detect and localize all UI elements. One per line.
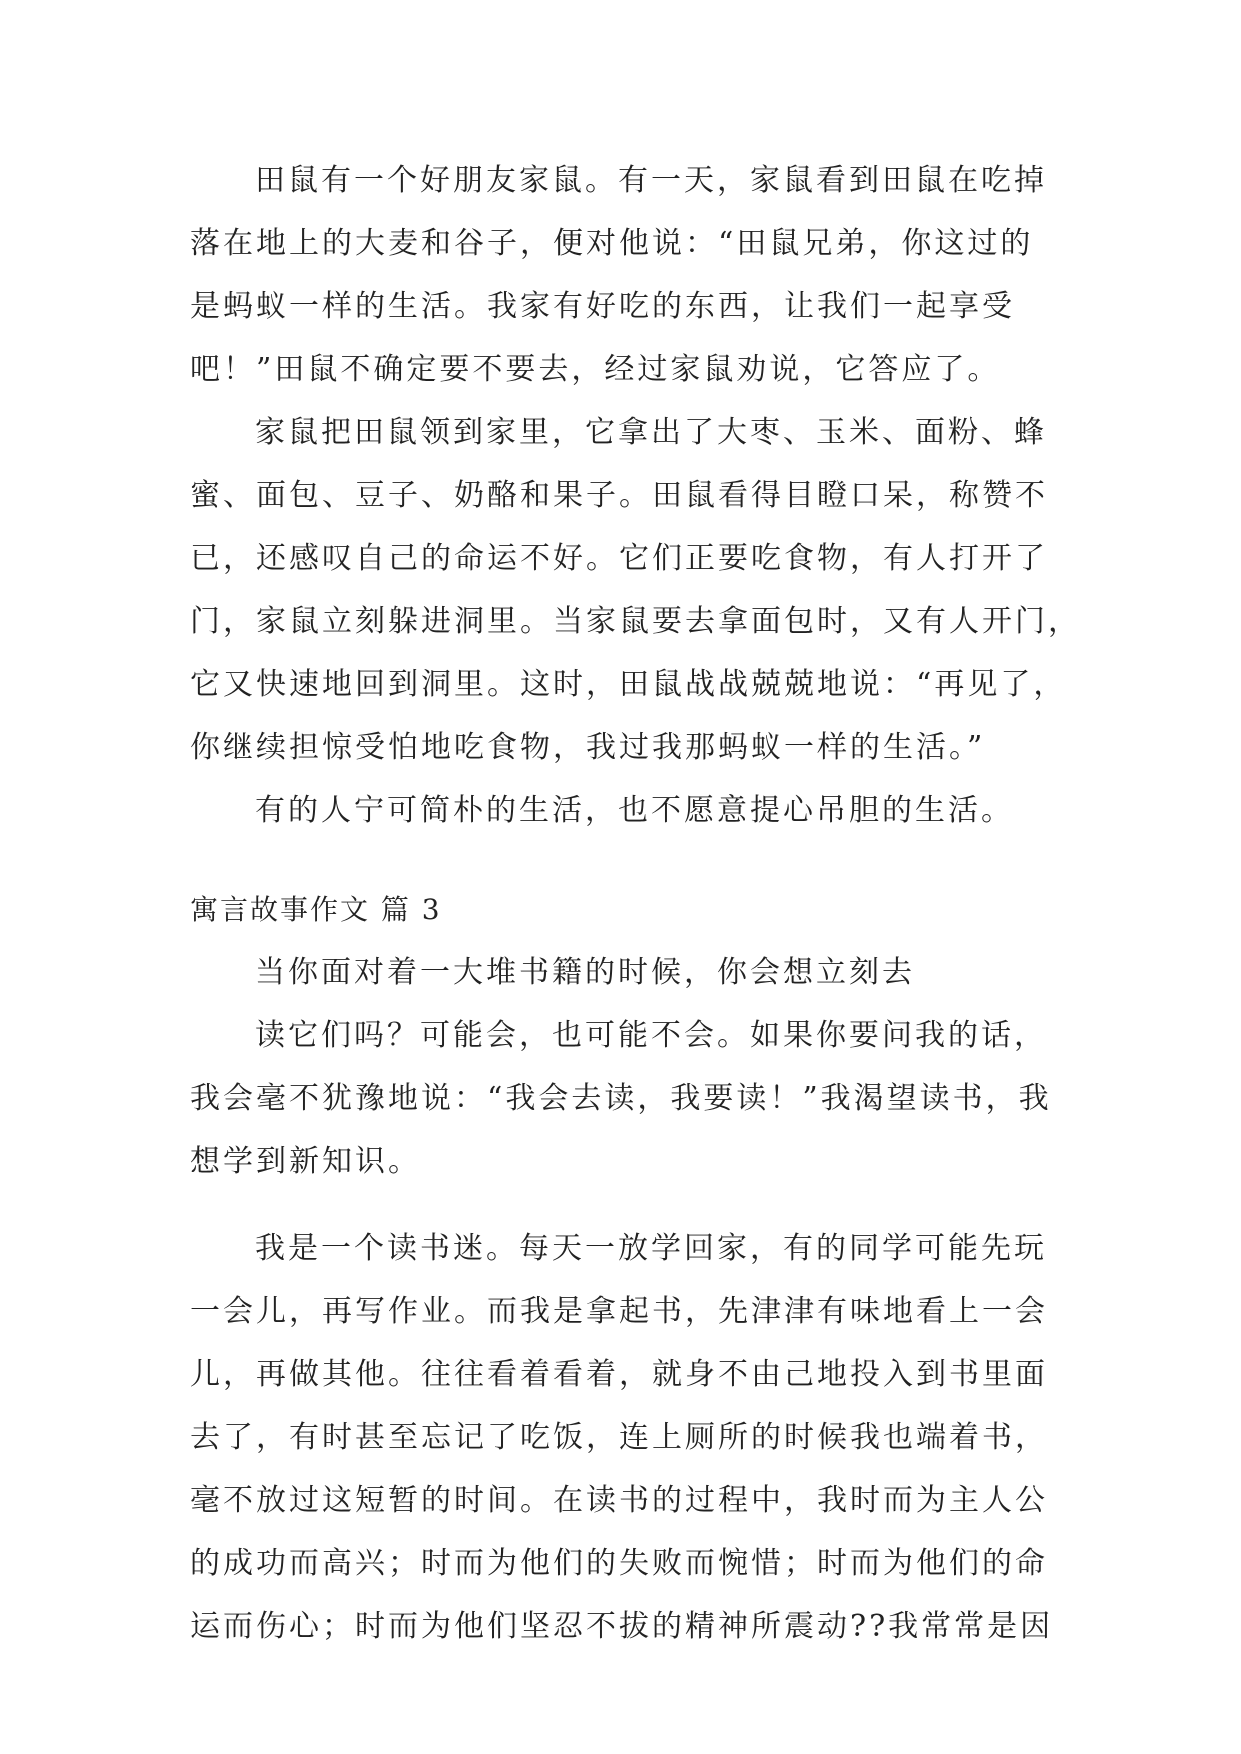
text-line: 我会毫不犹豫地说：“我会去读，我要读！”我渴望读书，我 bbox=[190, 1081, 1052, 1116]
text-line: 已，还感叹自己的命运不好。它们正要吃食物，有人打开了 bbox=[190, 541, 1048, 576]
text-line: 它又快速地回到洞里。这时，田鼠战战兢兢地说：“再见了， bbox=[190, 667, 1067, 702]
text-line: 门，家鼠立刻躲进洞里。当家鼠要去拿面包时，又有人开门， bbox=[190, 604, 1081, 639]
text-line: 是蚂蚁一样的生活。我家有好吃的东西，让我们一起享受 bbox=[190, 289, 1015, 324]
text-line: 读它们吗？可能会，也可能不会。如果你要问我的话， bbox=[255, 1018, 1047, 1053]
text-line: 儿，再做其他。往往看着看着，就身不由己地投入到书里面 bbox=[190, 1357, 1048, 1392]
text-line: 落在地上的大麦和谷子，便对他说：“田鼠兄弟，你这过的 bbox=[190, 226, 1034, 261]
text-line: 的成功而高兴；时而为他们的失败而惋惜；时而为他们的命 bbox=[190, 1546, 1048, 1581]
text-line: 我是一个读书迷。每天一放学回家，有的同学可能先玩 bbox=[255, 1231, 1047, 1266]
text-line: 家鼠把田鼠领到家里，它拿出了大枣、玉米、面粉、蜂 bbox=[255, 415, 1047, 450]
text-line: 有的人宁可简朴的生活，也不愿意提心吊胆的生活。 bbox=[255, 793, 1014, 828]
section-heading: 寓言故事作文 篇 3 bbox=[190, 893, 442, 926]
text-line: 毫不放过这短暂的时间。在读书的过程中，我时而为主人公 bbox=[190, 1483, 1048, 1518]
text-line: 你继续担惊受怕地吃食物，我过我那蚂蚁一样的生活。” bbox=[190, 730, 986, 765]
text-line: 田鼠有一个好朋友家鼠。有一天，家鼠看到田鼠在吃掉 bbox=[255, 163, 1047, 198]
text-line: 一会儿，再写作业。而我是拿起书，先津津有味地看上一会 bbox=[190, 1294, 1048, 1329]
text-line: 当你面对着一大堆书籍的时候，你会想立刻去 bbox=[255, 955, 915, 990]
text-line: 去了，有时甚至忘记了吃饭，连上厕所的时候我也端着书， bbox=[190, 1420, 1048, 1455]
text-line: 想学到新知识。 bbox=[190, 1144, 421, 1179]
text-line: 蜜、面包、豆子、奶酪和果子。田鼠看得目瞪口呆，称赞不 bbox=[190, 478, 1048, 513]
text-line: 运而伤心；时而为他们坚忍不拔的精神所震动??我常常是因 bbox=[190, 1609, 1054, 1644]
text-line: 吧！”田鼠不确定要不要去，经过家鼠劝说，它答应了。 bbox=[190, 352, 1001, 387]
